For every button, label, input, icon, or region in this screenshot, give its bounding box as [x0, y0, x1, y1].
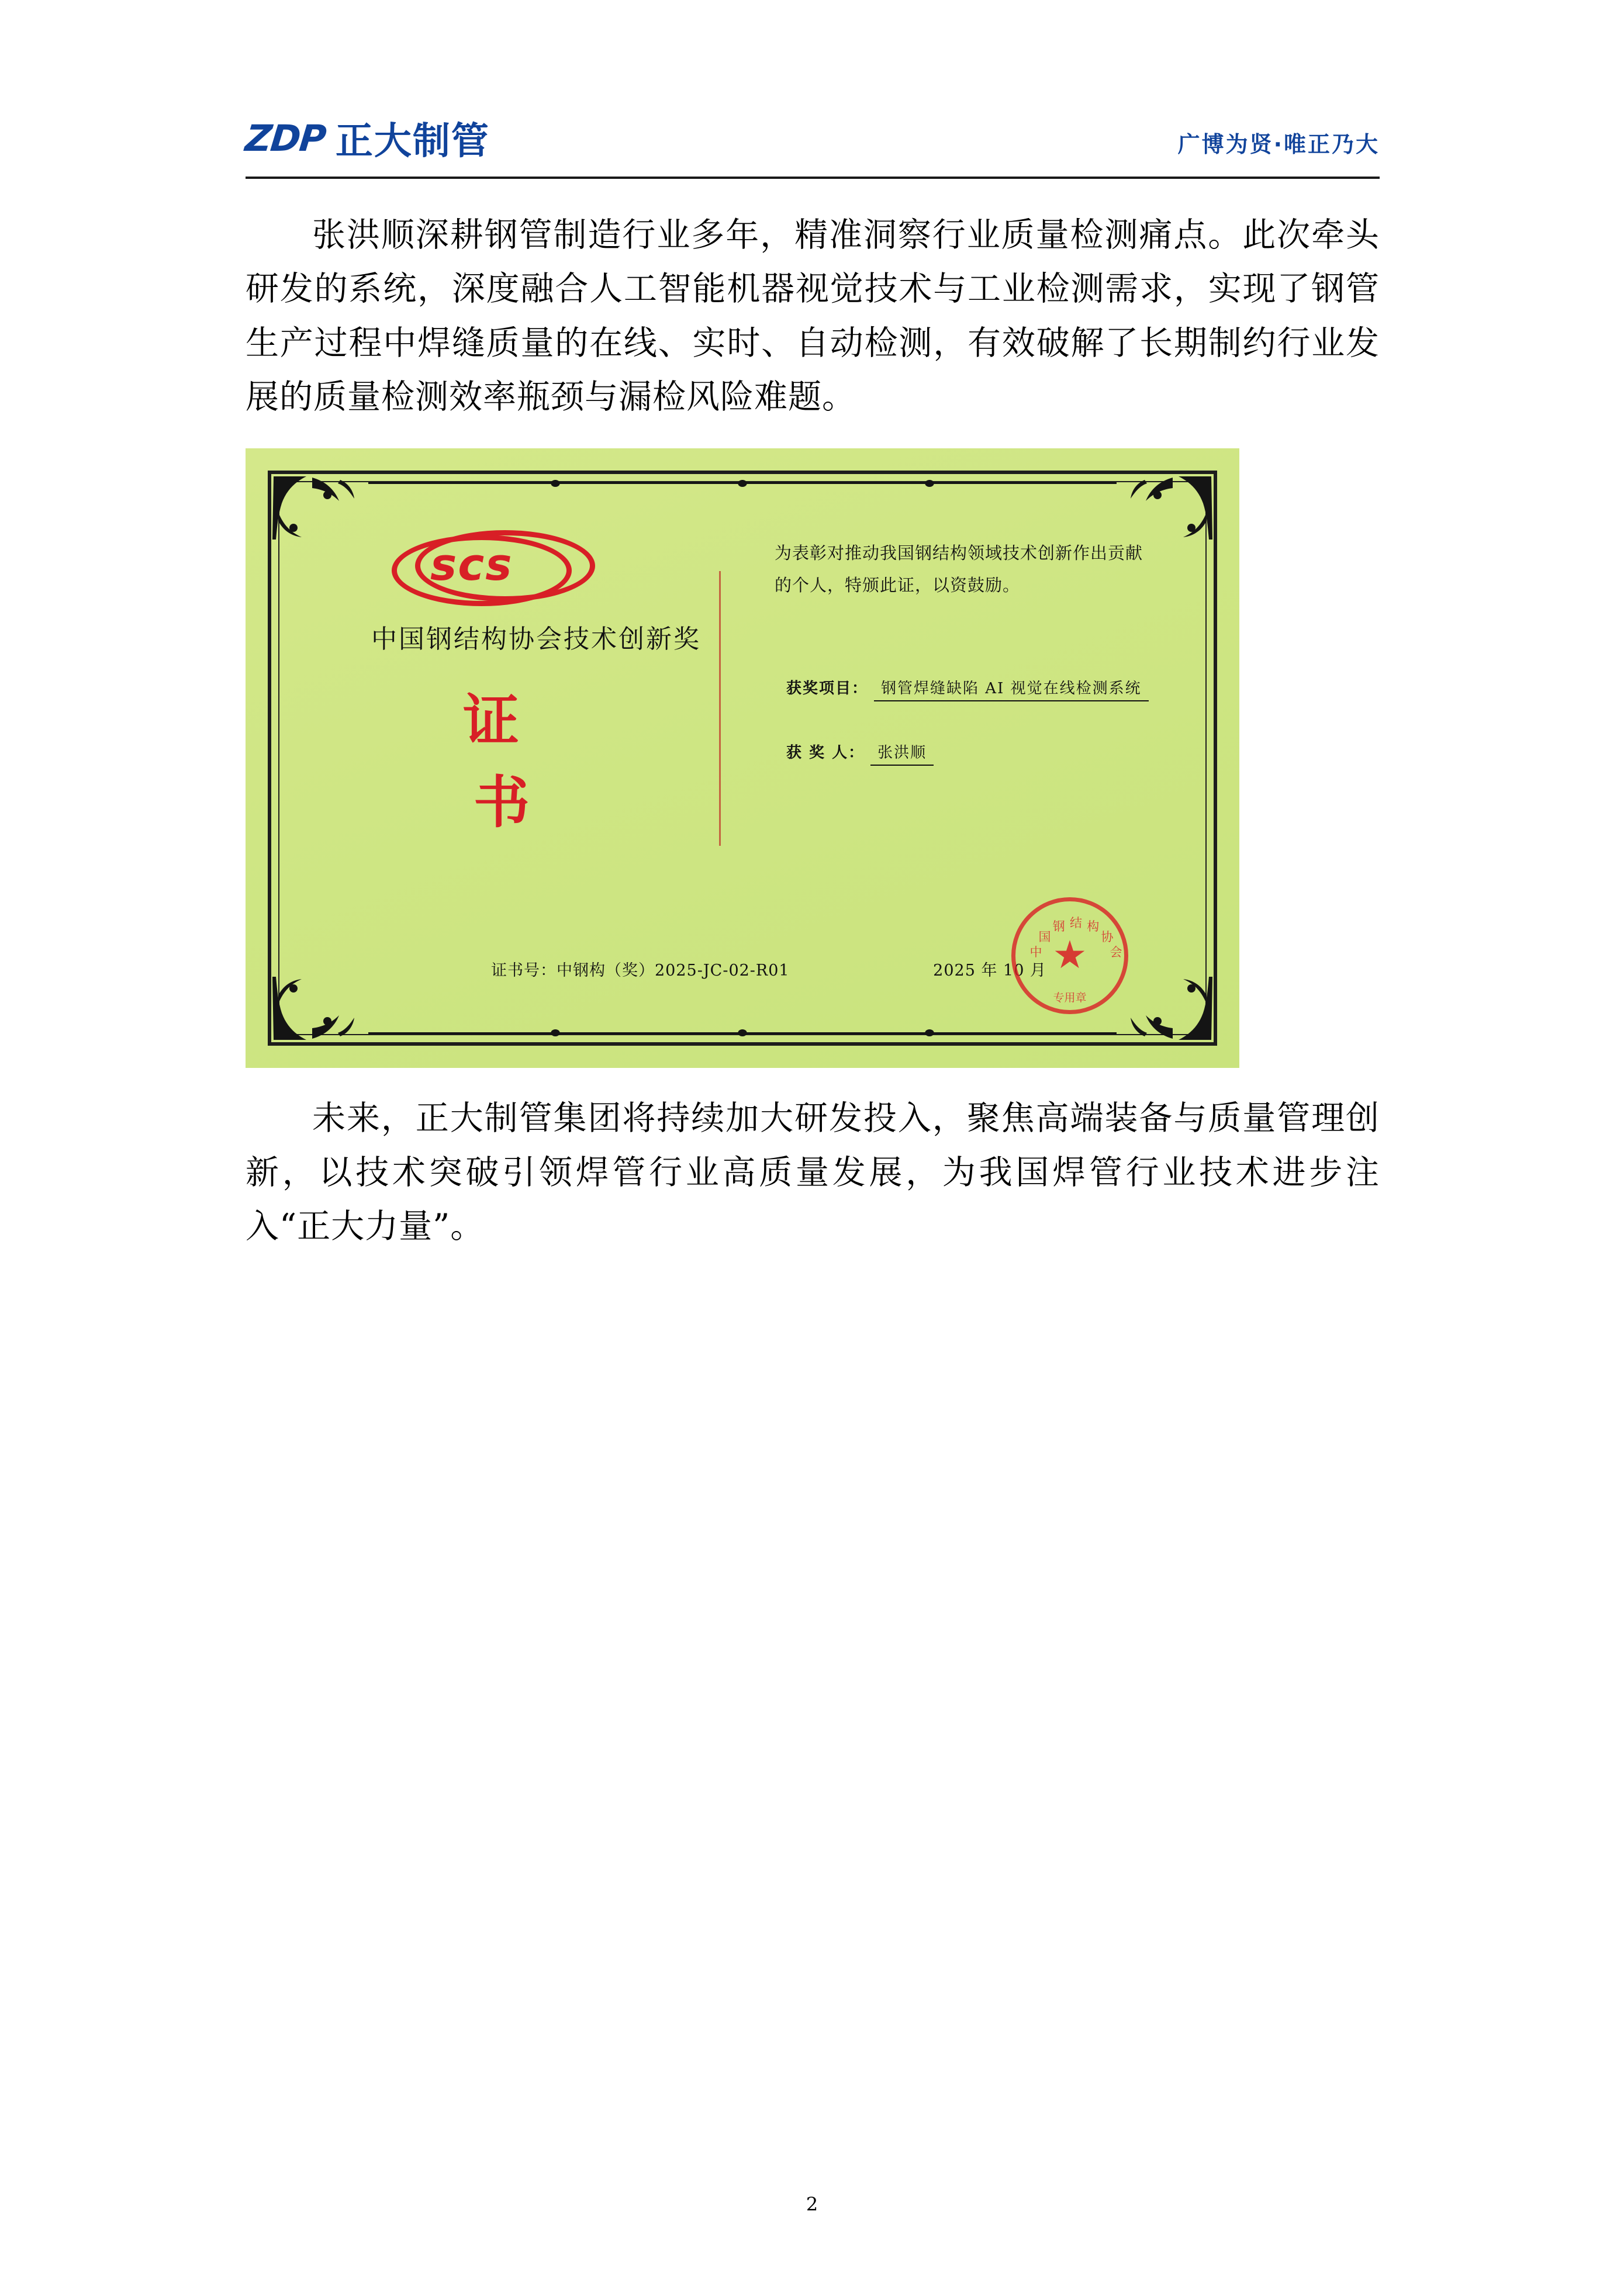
corner-flourish-icon	[1126, 975, 1214, 1042]
corner-flourish-icon	[271, 975, 359, 1042]
certificate-person-field	[786, 741, 934, 766]
certificate-date: 2025 年 10 月	[933, 962, 1046, 980]
certificate-project-value: 钢管焊缝缺陷 AI 视觉在线检测系统	[874, 676, 1149, 701]
certificate-project-label: 获奖项目：	[786, 680, 869, 698]
seal-bottom-text: 专用章	[1053, 991, 1087, 1005]
certificate-person-label: 获 奖 人：	[786, 744, 865, 762]
corner-flourish-icon	[271, 474, 359, 541]
page-number: 2	[806, 2193, 818, 2215]
certificate-number: 证书号：中钢构（奖）2025-JC-02-R01	[491, 962, 790, 980]
certificate-person-value: 张洪顺	[870, 741, 934, 766]
logo-mark-text: ZDP	[243, 116, 327, 160]
certificate-citation: 为表彰对推动我国钢结构领域技术创新作出贡献的个人，特颁此证，以资鼓励。	[775, 543, 1143, 596]
scs-logo-text: scs	[430, 538, 513, 591]
official-seal-icon	[1011, 897, 1128, 1014]
certificate-figure	[246, 448, 1239, 1068]
edge-ornament-icon	[368, 476, 1117, 492]
page-content	[243, 99, 1380, 1253]
certificate-vertical-divider	[719, 571, 721, 846]
logo-company-name: 正大制管	[335, 120, 490, 163]
corner-flourish-icon	[1126, 474, 1214, 541]
edge-ornament-icon	[368, 1025, 1117, 1040]
page-header	[243, 99, 1380, 187]
certificate-award-name: 中国钢结构协会技术创新奖	[371, 624, 701, 655]
paragraph-2: 未来，正大制管集团将持续加大研发投入，聚焦高端装备与质量管理创新，以技术突破引领焊管行业高质量发展，为我国焊管行业技术进步注入“正大力量”。	[246, 1099, 1380, 1246]
header-divider	[246, 177, 1380, 179]
company-slogan: 广博为贤·唯正乃大	[1177, 132, 1380, 157]
company-logo	[243, 111, 490, 165]
paragraph-1: 张洪顺深耕钢管制造行业多年，精准洞察行业质量检测痛点。此次牵头研发的系统，深度融合人工智能机器视觉技术与工业检测需求，实现了钢管生产过程中焊缝质量的在线、实时、自动检测，有效破解了长期制约行业发展的质量检测效率瓶颈与漏检风险难题。	[246, 216, 1380, 416]
certificate-title-char-1: 证	[463, 687, 521, 754]
certificate-image	[246, 448, 1239, 1068]
certificate-project-field	[786, 676, 1149, 701]
scs-logo-icon	[392, 530, 585, 600]
seal-arc-text: 中 国 钢 结 构 协 会	[1029, 916, 1122, 960]
certificate-title-char-2: 书	[474, 769, 532, 836]
seal-star-icon: ★	[1052, 934, 1087, 977]
